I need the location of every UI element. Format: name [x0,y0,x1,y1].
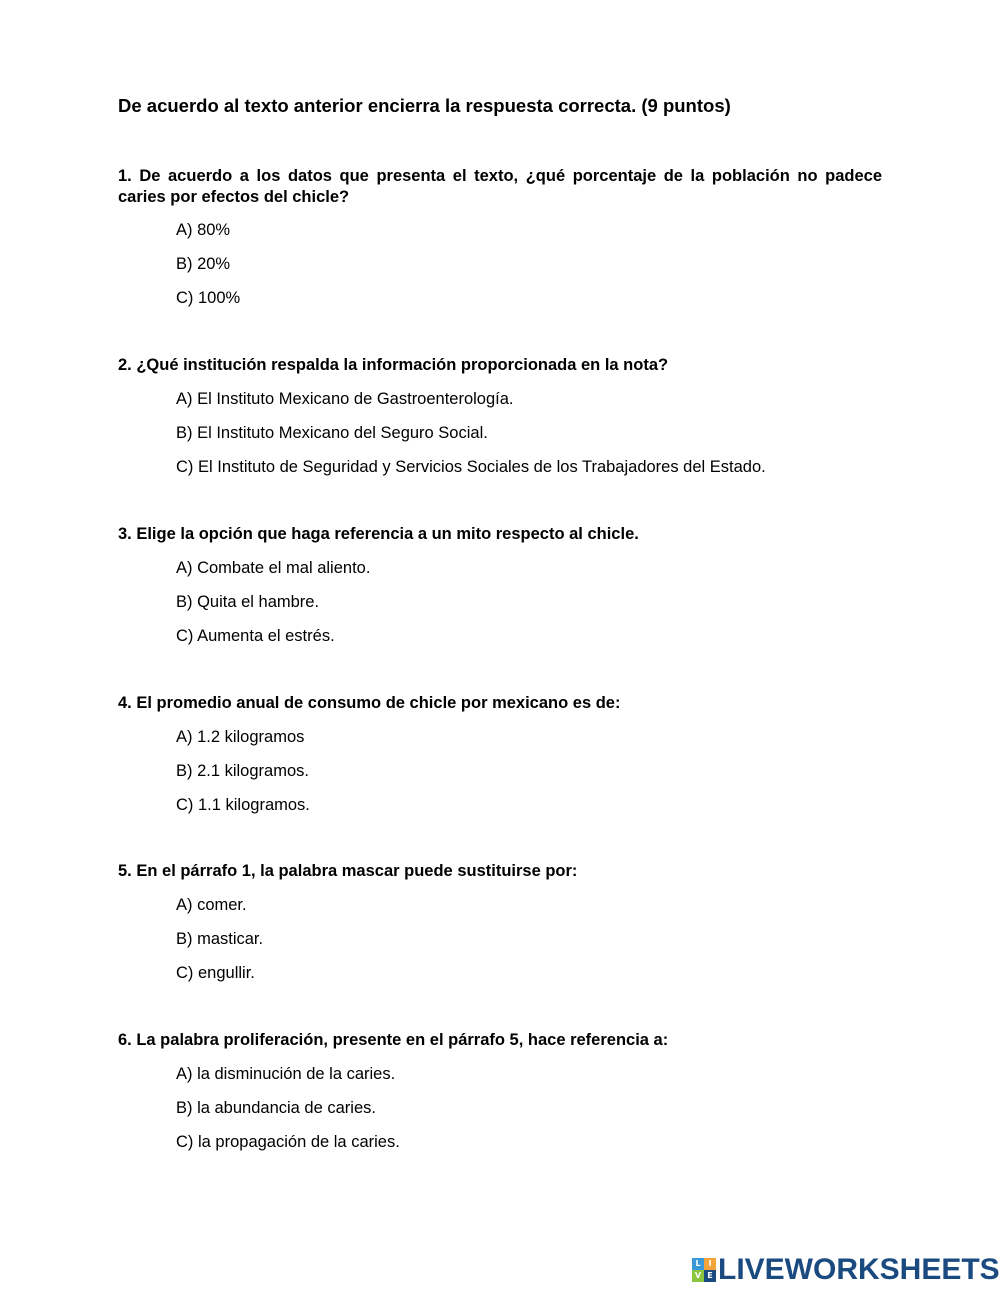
options-list [118,220,882,322]
options-list [118,1064,882,1166]
option-a[interactable]: A) 80% [176,221,231,239]
option-b[interactable]: B) masticar. [176,930,264,948]
liveworksheets-logo [692,1254,1000,1286]
logo-mark-cell: V [692,1270,704,1282]
option-b[interactable]: B) El Instituto Mexicano del Seguro Social. [176,424,488,442]
page-title: De acuerdo al texto anterior encierra la respuesta correcta. (9 puntos) [118,95,731,116]
options-list [118,558,882,660]
question-text: 4. El promedio anual de consumo de chicle por mexicano es de: [118,694,621,712]
options-list [118,389,882,491]
logo-mark-cell: E [704,1270,716,1282]
option-b[interactable]: B) 2.1 kilogramos. [176,762,309,780]
question-text: 5. En el párrafo 1, la palabra mascar puede sustituirse por: [118,862,578,880]
question-text: 3. Elige la opción que haga referencia a un mito respecto al chicle. [118,525,639,543]
option-b[interactable]: B) la abundancia de caries. [176,1099,376,1117]
option-a[interactable]: A) 1.2 kilogramos [176,728,305,746]
question-4 [118,693,882,829]
options-list [118,895,882,997]
option-c[interactable]: C) Aumenta el estrés. [176,627,335,645]
option-b[interactable]: B) Quita el hambre. [176,593,320,611]
logo-text: LIVEWORKSHEETS [718,1253,1000,1286]
option-b[interactable]: B) 20% [176,255,231,273]
option-c[interactable]: C) la propagación de la caries. [176,1133,400,1151]
option-c[interactable]: C) El Instituto de Seguridad y Servicios Sociales de los Trabajadores del Estado. [176,458,766,476]
question-text: 1. De acuerdo a los datos que presenta el texto, ¿qué porcentaje de la población no padece caries por efectos del chicle? [118,167,882,206]
question-6 [118,1030,882,1166]
question-3 [118,524,882,660]
question-1 [118,166,882,322]
option-c[interactable]: C) 1.1 kilogramos. [176,796,310,814]
question-2 [118,355,882,491]
options-list [118,727,882,829]
option-a[interactable]: A) la disminución de la caries. [176,1065,396,1083]
option-a[interactable]: A) Combate el mal aliento. [176,559,371,577]
option-c[interactable]: C) 100% [176,289,241,307]
option-a[interactable]: A) El Instituto Mexicano de Gastroenterología. [176,390,514,408]
option-a[interactable]: A) comer. [176,896,247,914]
logo-mark-cell: I [704,1258,716,1270]
logo-mark-icon [692,1258,716,1282]
question-text: 2. ¿Qué institución respalda la información proporcionada en la nota? [118,356,669,374]
question-5 [118,861,882,997]
logo-mark-cell: L [692,1258,704,1270]
question-text: 6. La palabra proliferación, presente en el párrafo 5, hace referencia a: [118,1031,669,1049]
option-c[interactable]: C) engullir. [176,964,255,982]
